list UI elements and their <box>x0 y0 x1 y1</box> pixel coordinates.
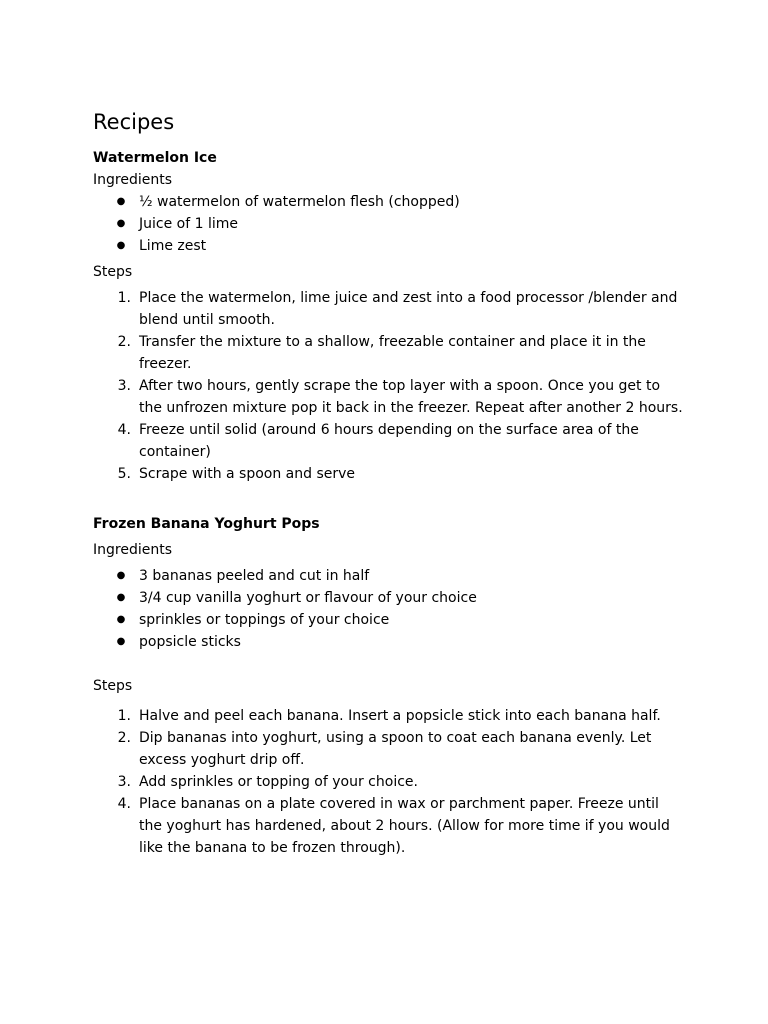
list-item: 2. Transfer the mixture to a shallow, freezable container and place it in the freezer. <box>93 331 683 375</box>
step-number: 3. <box>117 774 131 790</box>
page-title: Recipes <box>93 110 175 134</box>
list-item: ● 3 bananas peeled and cut in half <box>93 565 683 587</box>
ingredients-label: Ingredients <box>93 172 172 188</box>
step-number: 3. <box>117 378 131 394</box>
bullet-icon: ● <box>116 636 126 647</box>
list-item: ● 3/4 cup vanilla yoghurt or flavour of your choice <box>93 587 683 609</box>
recipe-title: Watermelon Ice <box>93 150 217 166</box>
bullet-icon: ● <box>116 240 126 251</box>
list-item: 3. After two hours, gently scrape the top layer with a spoon. Once you get to the unfrozen mixture pop it back in the freezer. Repeat after another 2 hours. <box>93 375 683 419</box>
steps-label: Steps <box>93 678 133 694</box>
steps-list <box>93 705 683 859</box>
ingredients-list <box>93 191 683 257</box>
recipe-watermelon-ice <box>93 147 683 485</box>
document-content <box>93 108 683 859</box>
list-item: ● popsicle sticks <box>93 631 683 653</box>
step-number: 4. <box>117 422 131 438</box>
list-item: 4. Freeze until solid (around 6 hours depending on the surface area of the container) <box>93 419 683 463</box>
recipe-title: Frozen Banana Yoghurt Pops <box>93 516 320 532</box>
bullet-icon: ● <box>116 592 126 603</box>
list-item: ● Juice of 1 lime <box>93 213 683 235</box>
list-item: ● ½ watermelon of watermelon flesh (chopped) <box>93 191 683 213</box>
step-number: 5. <box>117 466 131 482</box>
list-item: ● Lime zest <box>93 235 683 257</box>
list-item: 4. Place bananas on a plate covered in wax or parchment paper. Freeze until the yoghurt has hardened, about 2 hours. (Allow for more time if you would like the banana to be frozen through). <box>93 793 683 859</box>
step-number: 2. <box>117 334 131 350</box>
steps-label: Steps <box>93 264 133 280</box>
list-item: 1. Place the watermelon, lime juice and zest into a food processor /blender and blend until smooth. <box>93 287 683 331</box>
list-item: ● sprinkles or toppings of your choice <box>93 609 683 631</box>
list-item: 5. Scrape with a spoon and serve <box>93 463 683 485</box>
list-item: 3. Add sprinkles or topping of your choice. <box>93 771 683 793</box>
bullet-icon: ● <box>116 218 126 229</box>
bullet-icon: ● <box>116 570 126 581</box>
steps-list <box>93 287 683 485</box>
recipe-frozen-banana-yoghurt-pops <box>93 513 683 859</box>
step-number: 1. <box>117 290 131 306</box>
bullet-icon: ● <box>116 614 126 625</box>
list-item: 1. Halve and peel each banana. Insert a popsicle stick into each banana half. <box>93 705 683 727</box>
step-number: 2. <box>117 730 131 746</box>
step-number: 1. <box>117 708 131 724</box>
list-item: 2. Dip bananas into yoghurt, using a spoon to coat each banana evenly. Let excess yoghurt drip off. <box>93 727 683 771</box>
bullet-icon: ● <box>116 196 126 207</box>
ingredients-label: Ingredients <box>93 542 172 558</box>
step-number: 4. <box>117 796 131 812</box>
ingredients-list <box>93 565 683 653</box>
